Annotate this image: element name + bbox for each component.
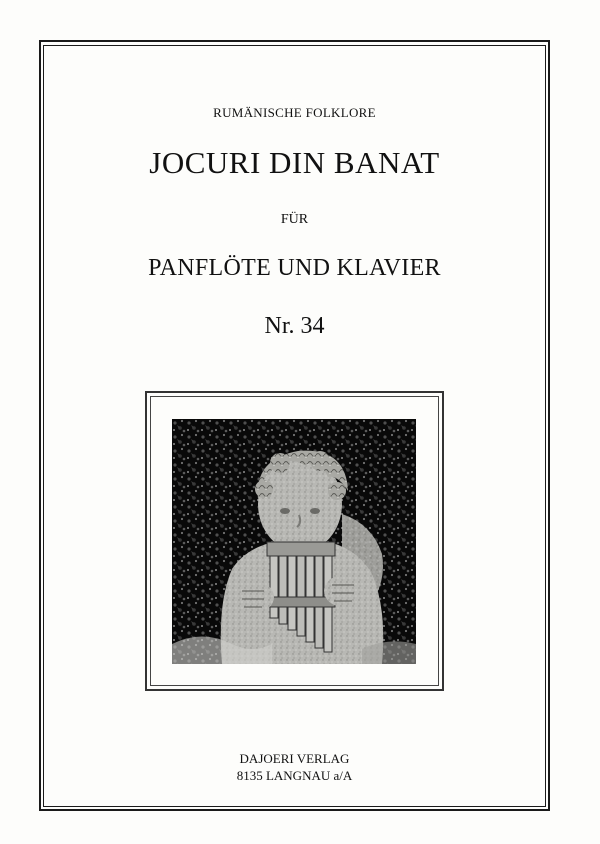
left-hand (234, 581, 274, 613)
edition-number: Nr. 34 (264, 313, 325, 339)
publisher-name: DAJOERI VERLAG (239, 751, 350, 766)
page-title: JOCURI DIN BANAT (149, 145, 440, 180)
cherub-panpipes-photo (172, 419, 416, 664)
publisher-block (43, 750, 546, 784)
series-label: RUMÄNISCHE FOLKLORE (213, 105, 376, 120)
instrumentation: PANFLÖTE UND KLAVIER (148, 255, 441, 281)
for-label: FÜR (280, 212, 309, 227)
publisher-address: 8135 LANGNAU a/A (236, 768, 353, 783)
right-hand (324, 575, 364, 607)
